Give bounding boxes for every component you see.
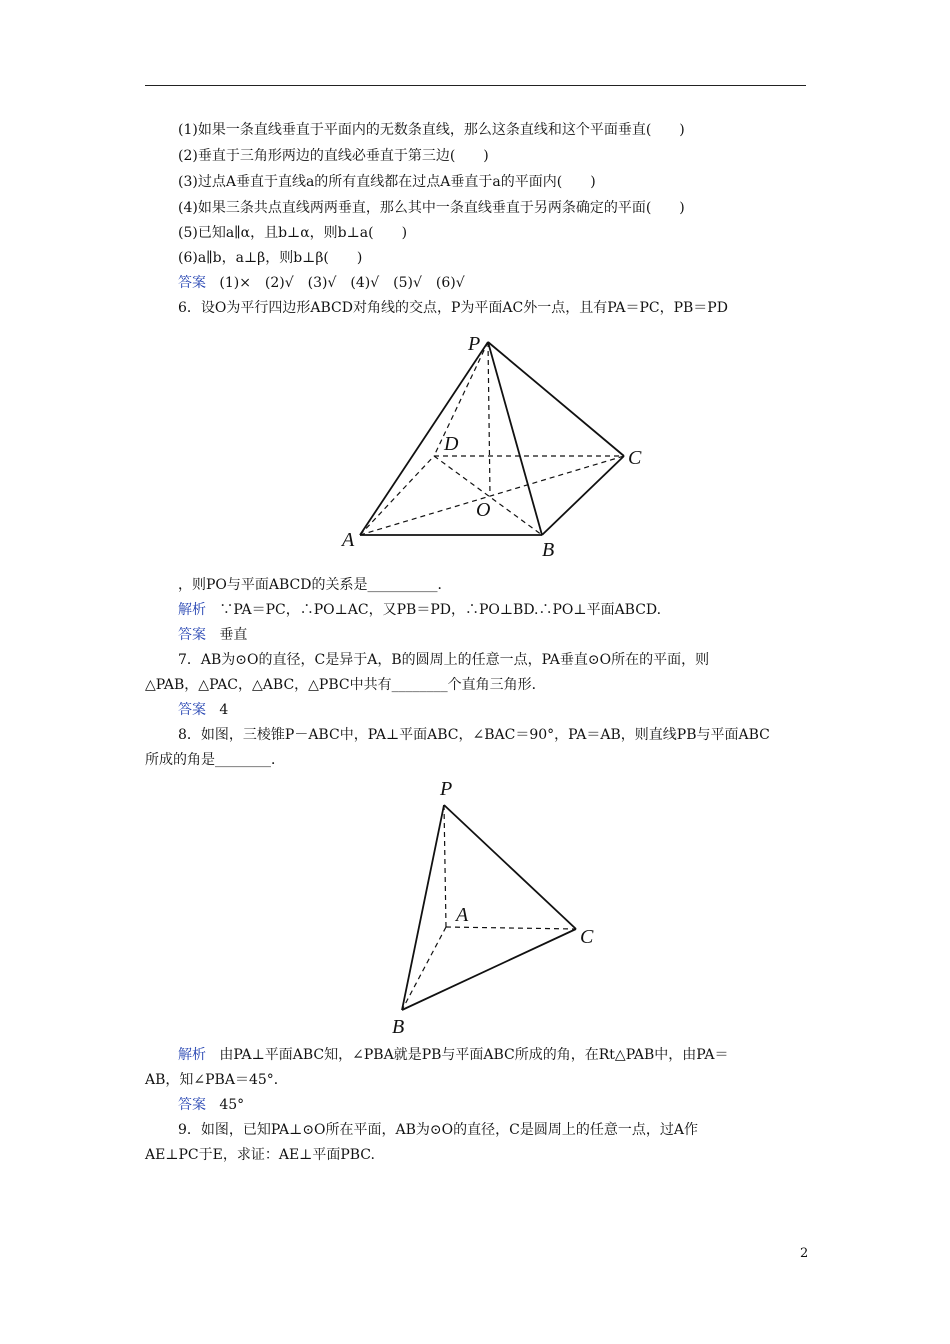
q5-item-4: (4)如果三条共点直线两两垂直，那么其中一条直线垂直于另两条确定的平面( ) <box>178 200 685 216</box>
edge-PA <box>444 805 446 927</box>
analysis-label: 解析 <box>178 1047 206 1063</box>
header-rule <box>145 85 806 86</box>
edge-PD <box>434 342 488 456</box>
q7-line-1: 7．AB为⊙O的直径，C是异于A，B的圆周上的任意一点，PA垂直⊙O所在的平面，则 <box>178 652 710 668</box>
q7-line-2: △PAB，△PAC，△ABC，△PBC中共有________个直角三角形． <box>145 677 546 693</box>
answer-label: 答案 <box>178 275 206 291</box>
answer-label: 答案 <box>178 702 206 718</box>
diagonal-AC <box>360 456 624 535</box>
q8-analysis-cont: AB，知∠PBA＝45°． <box>145 1072 288 1088</box>
label-B: B <box>392 1016 405 1038</box>
q6-answer-text: 垂直 <box>219 627 248 643</box>
label-A: A <box>342 529 355 551</box>
q5-answer-text: (1)× (2)√ (3)√ (4)√ (5)√ (6)√ <box>219 275 465 291</box>
q6-analysis <box>178 600 661 620</box>
q9-line-2: AE⊥PC于E，求证：AE⊥平面PBC. <box>145 1147 375 1163</box>
label-P: P <box>440 778 453 800</box>
q7-answer-text: 4 <box>219 702 229 718</box>
q8-answer <box>178 1095 244 1115</box>
edge-BC <box>402 929 576 1010</box>
label-A: A <box>456 904 469 926</box>
pyramid-figure <box>330 330 660 560</box>
page-number: 2 <box>800 1246 809 1261</box>
q9-line-1: 9．如图，已知PA⊥⊙O所在平面，AB为⊙O的直径，C是圆周上的任意一点，过A作 <box>178 1122 698 1138</box>
answer-label: 答案 <box>178 627 206 643</box>
analysis-label: 解析 <box>178 602 206 618</box>
edge-AC <box>446 927 576 929</box>
q5-item-1: (1)如果一条直线垂直于平面内的无数条直线，那么这条直线和这个平面垂直( ) <box>178 122 685 138</box>
label-O: O <box>476 499 491 521</box>
q5-item-5: (5)已知a∥α，且b⊥α，则b⊥a( ) <box>178 225 408 241</box>
q6-stem: 6．设O为平行四边形ABCD对角线的交点，P为平面AC外一点，且有PA＝PC，PB＝PD <box>178 300 728 316</box>
label-B: B <box>542 539 555 560</box>
label-C: C <box>628 447 642 469</box>
q5-answer <box>178 273 465 293</box>
q6-answer <box>178 625 247 645</box>
edge-PA <box>360 342 491 535</box>
q7-answer <box>178 700 228 720</box>
q8-line-2: 所成的角是________． <box>145 752 285 768</box>
diagonal-BD <box>434 456 542 535</box>
edge-PB <box>402 805 444 1010</box>
q5-item-6: (6)a∥b，a⊥β，则b⊥β( ) <box>178 250 363 266</box>
q8-line-1: 8．如图，三棱锥P－ABC中，PA⊥平面ABC，∠BAC＝90°，PA＝AB，则直线PB与平面ABC <box>178 727 770 743</box>
edge-BC <box>542 456 624 535</box>
q8-analysis-text: 由PA⊥平面ABC知，∠PBA就是PB与平面ABC所成的角，在Rt△PAB中，由PA＝ <box>219 1047 729 1063</box>
label-C: C <box>580 926 594 948</box>
q6-stem-cont: ，则PO与平面ABCD的关系是__________． <box>178 577 452 593</box>
label-P: P <box>468 333 481 355</box>
edge-AB <box>402 927 446 1010</box>
q6-analysis-text: ∵PA＝PC，∴PO⊥AC，又PB＝PD，∴PO⊥BD.∴PO⊥平面ABCD. <box>219 602 662 618</box>
edge-PB <box>488 342 542 535</box>
edge-PC <box>488 342 624 456</box>
answer-label: 答案 <box>178 1097 206 1113</box>
label-D: D <box>444 433 459 455</box>
q5-item-2: (2)垂直于三角形两边的直线必垂直于第三边( ) <box>178 148 489 164</box>
q8-analysis <box>178 1045 728 1065</box>
q5-item-3: (3)过点A垂直于直线a的所有直线都在过点A垂直于a的平面内( ) <box>178 174 596 190</box>
edge-PO <box>488 342 490 495</box>
tetrahedron-figure <box>380 775 620 1040</box>
edge-AD <box>360 456 434 535</box>
q8-answer-text: 45° <box>219 1097 245 1113</box>
